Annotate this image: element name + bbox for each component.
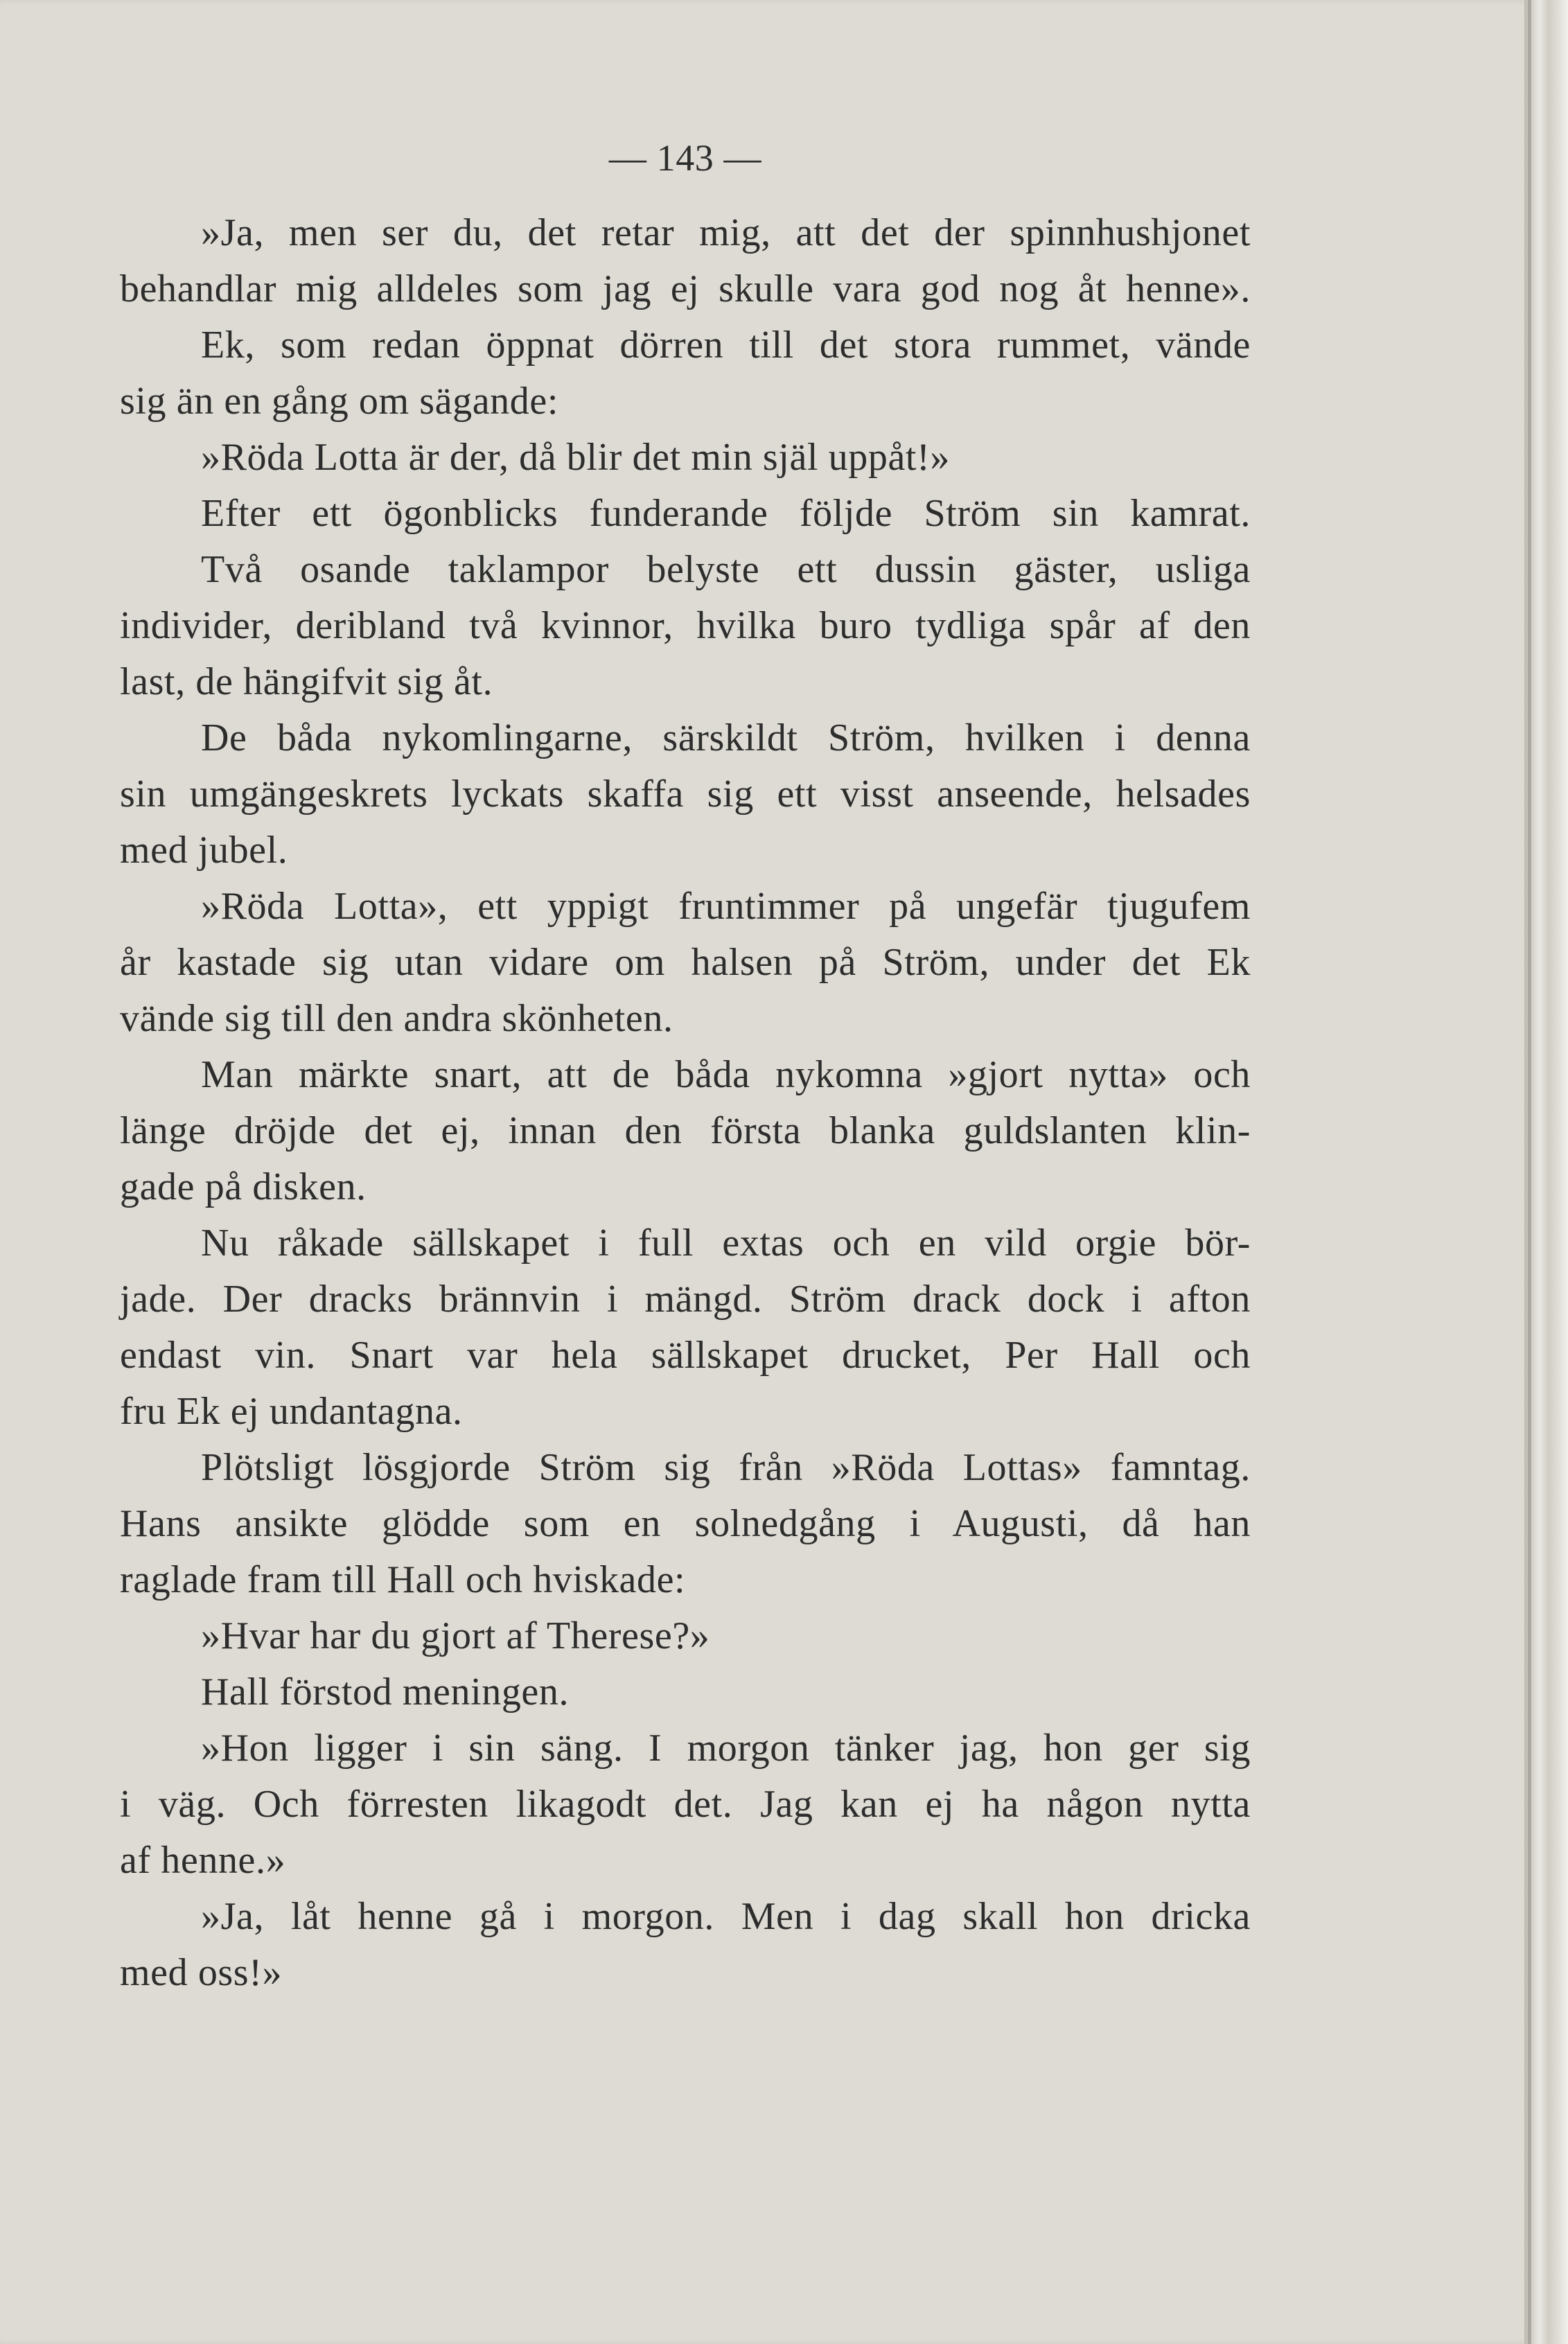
text-line: »Röda Lotta är der, då blir det min själ uppåt!» — [201, 436, 950, 479]
text-line: Man märkte snart, att de båda nykomna »gjort nytta» och — [201, 1053, 1251, 1096]
text-line: sin umgängeskrets lyckats skaffa sig ett visst anseende, helsades — [120, 773, 1251, 816]
text-line: jade. Der dracks brännvin i mängd. Ström drack dock i afton — [120, 1278, 1251, 1321]
text-line: last, de hängifvit sig åt. — [120, 660, 493, 703]
text-line: länge dröjde det ej, innan den första blanka guldslanten klin- — [120, 1109, 1251, 1152]
text-line: behandlar mig alldeles som jag ej skulle vara god nog åt henne». — [120, 267, 1251, 310]
text-line: med oss!» — [120, 1951, 283, 1994]
text-line: Nu råkade sällskapet i full extas och en vild orgie bör- — [201, 1222, 1251, 1264]
text-line: gade på disken. — [120, 1165, 367, 1208]
text-line: »Hvar har du gjort af Therese?» — [201, 1614, 710, 1657]
text-line: i väg. Och förresten likagodt det. Jag kan ej ha någon nytta — [120, 1783, 1251, 1826]
text-line: »Ja, låt henne gå i morgon. Men i dag skall hon dricka — [201, 1895, 1251, 1938]
text-line: individer, deribland två kvinnor, hvilka buro tydliga spår af den — [120, 604, 1251, 647]
text-line: De båda nykomlingarne, särskildt Ström, hvilken i denna — [201, 716, 1251, 759]
text-line: vände sig till den andra skönheten. — [120, 997, 673, 1040]
text-line: Hall förstod meningen. — [201, 1671, 570, 1713]
text-line: raglade fram till Hall och hviskade: — [120, 1558, 686, 1601]
text-line: med jubel. — [120, 829, 288, 872]
text-line: år kastade sig utan vidare om halsen på Ström, under det Ek — [120, 941, 1251, 984]
text-line: Två osande taklampor belyste ett dussin gäster, usliga — [201, 548, 1251, 591]
text-line: Ek, som redan öppnat dörren till det stora rummet, vände — [201, 324, 1251, 367]
text-line: »Hon ligger i sin säng. I morgon tänker jag, hon ger sig — [201, 1727, 1251, 1770]
text-line: »Röda Lotta», ett yppigt fruntimmer på ungefär tjugufem — [201, 885, 1251, 928]
page-number: — 143 — — [608, 137, 762, 179]
text-line: sig än en gång om sägande: — [120, 380, 558, 423]
text-line: endast vin. Snart var hela sällskapet drucket, Per Hall och — [120, 1334, 1251, 1377]
binding-shadow — [1528, 0, 1531, 2344]
text-line: Hans ansikte glödde som en solnedgång i Augusti, då han — [120, 1502, 1251, 1545]
text-line: af henne.» — [120, 1839, 286, 1882]
text-line: »Ja, men ser du, det retar mig, att det der spinnhushjonet — [201, 211, 1251, 254]
text-line: fru Ek ej undantagna. — [120, 1390, 463, 1433]
text-line: Efter ett ögonblicks funderande följde Ström sin kamrat. — [201, 492, 1251, 535]
text-line: Plötsligt lösgjorde Ström sig från »Röda Lottas» famntag. — [201, 1446, 1251, 1489]
